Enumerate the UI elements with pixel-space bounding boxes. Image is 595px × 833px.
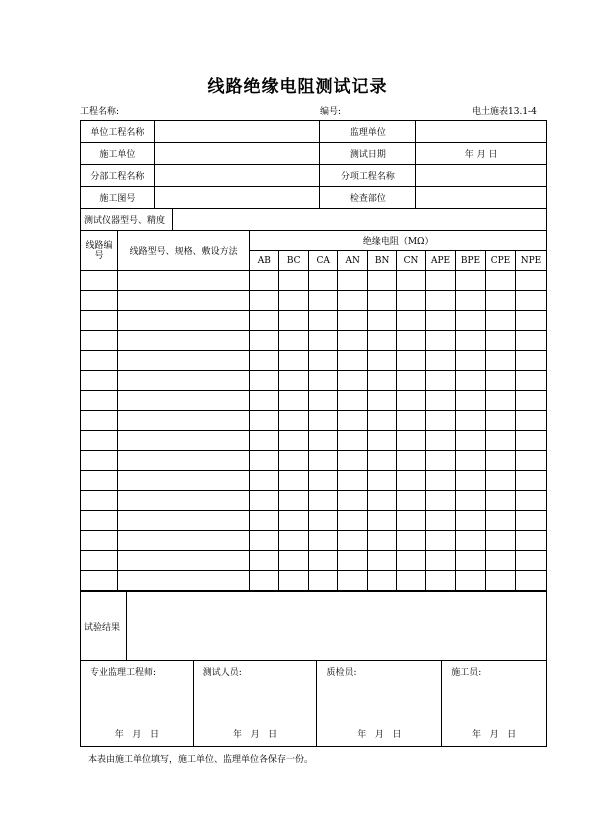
table-cell[interactable] — [485, 431, 515, 451]
signature-role: 测试人员: — [202, 668, 242, 678]
table-cell[interactable] — [338, 431, 368, 451]
table-cell[interactable] — [279, 271, 309, 291]
table-cell[interactable] — [515, 431, 546, 451]
table-cell[interactable] — [117, 551, 249, 571]
table-cell[interactable] — [117, 351, 249, 371]
table-cell[interactable] — [397, 311, 426, 331]
table-cell[interactable] — [309, 431, 338, 451]
signature-date: 年 月 日 — [114, 730, 159, 740]
table-cell[interactable] — [485, 451, 515, 471]
table-cell[interactable] — [515, 511, 546, 531]
resistance-column-header: NPE — [515, 251, 546, 271]
table-cell[interactable] — [338, 391, 368, 411]
signature-role: 质检员: — [326, 668, 357, 678]
signature-table — [80, 660, 547, 747]
table-row — [81, 351, 547, 371]
table-cell[interactable] — [426, 531, 456, 551]
table-cell[interactable] — [397, 411, 426, 431]
table-cell[interactable] — [279, 291, 309, 311]
table-cell[interactable] — [117, 391, 249, 411]
table-cell[interactable] — [426, 291, 456, 311]
table-cell[interactable] — [117, 471, 249, 491]
table-cell[interactable] — [515, 491, 546, 511]
signature-cell[interactable] — [193, 661, 317, 747]
table-cell[interactable] — [485, 351, 515, 371]
table-cell[interactable] — [368, 271, 397, 291]
table-cell[interactable] — [279, 431, 309, 451]
table-cell[interactable] — [309, 531, 338, 551]
table-cell[interactable] — [485, 411, 515, 431]
table-cell[interactable] — [279, 351, 309, 371]
table-row — [81, 551, 547, 571]
signature-cell[interactable] — [442, 661, 547, 747]
table-cell[interactable] — [250, 271, 279, 291]
resistance-column-header: BC — [279, 251, 309, 271]
table-cell[interactable] — [426, 271, 456, 291]
supervision-unit-field[interactable] — [416, 121, 547, 143]
table-cell[interactable] — [250, 431, 279, 451]
table-cell[interactable] — [117, 311, 249, 331]
table-cell[interactable] — [368, 571, 397, 591]
result-table — [80, 591, 547, 661]
table-row — [81, 311, 547, 331]
table-cell[interactable] — [368, 311, 397, 331]
table-cell[interactable] — [117, 571, 249, 591]
table-cell[interactable] — [309, 471, 338, 491]
table-cell[interactable] — [81, 531, 118, 551]
table-cell[interactable] — [456, 311, 486, 331]
table-cell[interactable] — [279, 391, 309, 411]
table-cell[interactable] — [456, 271, 486, 291]
table-cell[interactable] — [279, 371, 309, 391]
table-cell[interactable] — [368, 451, 397, 471]
signature-date: 年 月 日 — [357, 730, 402, 740]
drawing-no-field[interactable] — [154, 187, 320, 209]
table-cell[interactable] — [397, 291, 426, 311]
table-cell[interactable] — [368, 331, 397, 351]
table-cell[interactable] — [456, 351, 486, 371]
table-cell[interactable] — [368, 531, 397, 551]
table-cell[interactable] — [81, 511, 118, 531]
table-cell[interactable] — [485, 571, 515, 591]
table-cell[interactable] — [426, 511, 456, 531]
table-cell[interactable] — [279, 411, 309, 431]
table-cell[interactable] — [81, 551, 118, 571]
table-cell[interactable] — [338, 351, 368, 371]
table-cell[interactable] — [456, 371, 486, 391]
table-cell[interactable] — [338, 551, 368, 571]
table-cell[interactable] — [309, 451, 338, 471]
table-row — [81, 411, 547, 431]
table-cell[interactable] — [485, 331, 515, 351]
inspection-location-label: 检查部位 — [320, 187, 416, 209]
table-cell[interactable] — [368, 511, 397, 531]
table-cell[interactable] — [338, 471, 368, 491]
table-cell[interactable] — [338, 311, 368, 331]
table-cell[interactable] — [117, 531, 249, 551]
table-cell[interactable] — [456, 571, 486, 591]
inspection-location-field[interactable] — [416, 187, 547, 209]
result-label: 试验结果 — [81, 592, 127, 661]
table-cell[interactable] — [515, 351, 546, 371]
table-cell[interactable] — [309, 311, 338, 331]
signature-cell[interactable] — [317, 661, 442, 747]
form-code: 电土施表13.1-4 — [472, 107, 537, 117]
table-row — [81, 391, 547, 411]
table-cell[interactable] — [368, 491, 397, 511]
table-cell[interactable] — [515, 471, 546, 491]
table-cell[interactable] — [338, 271, 368, 291]
table-cell[interactable] — [485, 291, 515, 311]
table-cell[interactable] — [397, 451, 426, 471]
table-cell[interactable] — [426, 331, 456, 351]
table-cell[interactable] — [117, 511, 249, 531]
table-cell[interactable] — [338, 491, 368, 511]
table-cell[interactable] — [250, 511, 279, 531]
table-cell[interactable] — [456, 431, 486, 451]
instrument-table — [80, 208, 547, 231]
table-cell[interactable] — [309, 491, 338, 511]
table-cell[interactable] — [397, 351, 426, 371]
page-title: 线路绝缘电阻测试记录 — [207, 77, 388, 97]
table-cell[interactable] — [397, 531, 426, 551]
table-cell[interactable] — [515, 411, 546, 431]
table-cell[interactable] — [279, 471, 309, 491]
table-cell[interactable] — [456, 471, 486, 491]
table-row — [81, 431, 547, 451]
table-cell[interactable] — [426, 351, 456, 371]
table-cell[interactable] — [81, 431, 118, 451]
table-cell[interactable] — [309, 331, 338, 351]
table-cell[interactable] — [485, 511, 515, 531]
table-cell[interactable] — [515, 531, 546, 551]
table-cell[interactable] — [81, 271, 118, 291]
table-cell[interactable] — [515, 391, 546, 411]
table-cell[interactable] — [338, 371, 368, 391]
table-cell[interactable] — [338, 571, 368, 591]
construction-unit-label: 施工单位 — [81, 143, 155, 165]
item-project-name-label: 分项工程名称 — [320, 165, 416, 187]
signature-cell[interactable] — [81, 661, 194, 747]
table-cell[interactable] — [117, 271, 249, 291]
table-cell[interactable] — [250, 571, 279, 591]
table-cell[interactable] — [456, 391, 486, 411]
table-cell[interactable] — [309, 391, 338, 411]
table-cell[interactable] — [250, 371, 279, 391]
table-cell[interactable] — [279, 531, 309, 551]
table-cell[interactable] — [368, 431, 397, 451]
table-cell[interactable] — [426, 391, 456, 411]
table-cell[interactable] — [117, 451, 249, 471]
table-cell[interactable] — [485, 271, 515, 291]
resistance-column-header: BN — [368, 251, 397, 271]
table-cell[interactable] — [338, 291, 368, 311]
table-cell[interactable] — [250, 491, 279, 511]
table-cell[interactable] — [515, 311, 546, 331]
table-cell[interactable] — [250, 451, 279, 471]
instrument-field[interactable] — [172, 209, 546, 231]
signature-date: 年 月 日 — [472, 730, 517, 740]
supervision-unit-label: 监理单位 — [320, 121, 416, 143]
table-cell[interactable] — [309, 351, 338, 371]
table-cell[interactable] — [81, 331, 118, 351]
table-cell[interactable] — [426, 491, 456, 511]
table-cell[interactable] — [117, 331, 249, 351]
table-cell[interactable] — [81, 471, 118, 491]
unit-project-name-label: 单位工程名称 — [81, 121, 155, 143]
table-cell[interactable] — [485, 491, 515, 511]
table-cell[interactable] — [279, 331, 309, 351]
table-cell[interactable] — [515, 331, 546, 351]
table-cell[interactable] — [397, 471, 426, 491]
table-row — [81, 491, 547, 511]
table-cell[interactable] — [309, 551, 338, 571]
table-cell[interactable] — [338, 531, 368, 551]
table-cell[interactable] — [81, 491, 118, 511]
table-row — [81, 471, 547, 491]
table-cell[interactable] — [279, 451, 309, 471]
table-cell[interactable] — [279, 311, 309, 331]
table-cell[interactable] — [456, 331, 486, 351]
table-cell[interactable] — [81, 451, 118, 471]
instrument-label: 测试仪器型号、精度 — [81, 209, 173, 231]
table-cell[interactable] — [309, 291, 338, 311]
table-cell[interactable] — [426, 551, 456, 571]
table-row — [81, 571, 547, 591]
table-cell[interactable] — [397, 371, 426, 391]
table-cell[interactable] — [279, 551, 309, 571]
table-row — [81, 531, 547, 551]
table-cell[interactable] — [368, 471, 397, 491]
table-cell[interactable] — [117, 491, 249, 511]
table-cell[interactable] — [250, 391, 279, 411]
table-cell[interactable] — [397, 571, 426, 591]
table-cell[interactable] — [250, 331, 279, 351]
table-cell[interactable] — [456, 451, 486, 471]
sub-project-name-label: 分部工程名称 — [81, 165, 155, 187]
resistance-column-header: AB — [250, 251, 279, 271]
table-cell[interactable] — [485, 531, 515, 551]
table-cell[interactable] — [250, 411, 279, 431]
signature-role: 施工员: — [451, 668, 482, 678]
table-cell[interactable] — [81, 411, 118, 431]
table-row — [81, 451, 547, 471]
table-cell[interactable] — [515, 371, 546, 391]
table-cell[interactable] — [279, 571, 309, 591]
table-cell[interactable] — [456, 291, 486, 311]
table-cell[interactable] — [117, 431, 249, 451]
table-cell[interactable] — [515, 551, 546, 571]
signature-role: 专业监理工程师: — [90, 668, 157, 678]
resistance-column-header: CA — [309, 251, 338, 271]
table-cell[interactable] — [309, 371, 338, 391]
table-cell[interactable] — [515, 571, 546, 591]
footer-note: 本表由施工单位填写，施工单位、监理单位各保存一份。 — [88, 755, 314, 765]
table-cell[interactable] — [485, 391, 515, 411]
table-cell[interactable] — [368, 351, 397, 371]
table-cell[interactable] — [368, 411, 397, 431]
table-cell[interactable] — [117, 411, 249, 431]
table-cell[interactable] — [279, 491, 309, 511]
table-cell[interactable] — [250, 551, 279, 571]
table-cell[interactable] — [397, 391, 426, 411]
resistance-column-header: AN — [338, 251, 368, 271]
table-cell[interactable] — [309, 411, 338, 431]
resistance-column-header: APE — [426, 251, 456, 271]
table-cell[interactable] — [426, 411, 456, 431]
table-cell[interactable] — [338, 451, 368, 471]
table-cell[interactable] — [397, 331, 426, 351]
table-cell[interactable] — [309, 271, 338, 291]
table-cell[interactable] — [397, 551, 426, 571]
table-cell[interactable] — [485, 471, 515, 491]
table-cell[interactable] — [250, 531, 279, 551]
test-date-field[interactable]: 年 月 日 — [416, 143, 547, 165]
table-row — [81, 371, 547, 391]
table-cell[interactable] — [515, 451, 546, 471]
table-cell[interactable] — [515, 271, 546, 291]
table-cell[interactable] — [397, 271, 426, 291]
resistance-column-header: CN — [397, 251, 426, 271]
table-cell[interactable] — [426, 471, 456, 491]
table-cell[interactable] — [485, 311, 515, 331]
table-cell[interactable] — [368, 291, 397, 311]
info-table — [80, 120, 547, 209]
table-cell[interactable] — [250, 351, 279, 371]
table-cell[interactable] — [426, 571, 456, 591]
table-cell[interactable] — [368, 551, 397, 571]
unit-project-name-field[interactable] — [154, 121, 320, 143]
signature-date: 年 月 日 — [233, 730, 278, 740]
line-type-header: 线路型号、规格、敷设方法 — [117, 231, 249, 271]
table-cell[interactable] — [456, 411, 486, 431]
table-cell[interactable] — [338, 411, 368, 431]
table-cell[interactable] — [81, 291, 118, 311]
table-cell[interactable] — [309, 511, 338, 531]
table-cell[interactable] — [426, 311, 456, 331]
table-cell[interactable] — [81, 351, 118, 371]
table-row — [81, 271, 547, 291]
table-cell[interactable] — [426, 451, 456, 471]
construction-unit-field[interactable] — [154, 143, 320, 165]
table-cell[interactable] — [426, 371, 456, 391]
table-cell[interactable] — [397, 491, 426, 511]
table-cell[interactable] — [250, 311, 279, 331]
item-project-name-field[interactable] — [416, 165, 547, 187]
circuit-no-header: 线路编号 — [81, 231, 118, 271]
number-label: 编号: — [320, 107, 342, 117]
table-cell[interactable] — [456, 491, 486, 511]
insulation-resistance-header: 绝缘电阻（MΩ） — [250, 231, 547, 251]
table-row — [81, 291, 547, 311]
measurement-table — [80, 230, 547, 591]
test-date-label: 测试日期 — [320, 143, 416, 165]
table-cell[interactable] — [456, 531, 486, 551]
table-cell[interactable] — [81, 391, 118, 411]
table-cell[interactable] — [81, 371, 118, 391]
table-cell[interactable] — [250, 471, 279, 491]
table-cell[interactable] — [368, 371, 397, 391]
table-cell[interactable] — [397, 511, 426, 531]
resistance-column-header: CPE — [485, 251, 515, 271]
table-row — [81, 511, 547, 531]
table-cell[interactable] — [338, 511, 368, 531]
table-cell[interactable] — [485, 371, 515, 391]
resistance-column-header: BPE — [456, 251, 486, 271]
table-cell[interactable] — [338, 331, 368, 351]
table-cell[interactable] — [456, 551, 486, 571]
table-cell[interactable] — [485, 551, 515, 571]
table-cell[interactable] — [81, 571, 118, 591]
table-row — [81, 331, 547, 351]
table-cell[interactable] — [456, 511, 486, 531]
table-cell[interactable] — [309, 571, 338, 591]
table-cell[interactable] — [426, 431, 456, 451]
table-cell[interactable] — [397, 431, 426, 451]
table-cell[interactable] — [368, 391, 397, 411]
table-cell[interactable] — [250, 291, 279, 311]
project-name-label: 工程名称: — [80, 107, 120, 117]
table-cell[interactable] — [515, 291, 546, 311]
result-field[interactable] — [126, 592, 546, 661]
table-cell[interactable] — [81, 311, 118, 331]
table-cell[interactable] — [279, 511, 309, 531]
sub-project-name-field[interactable] — [154, 165, 320, 187]
table-cell[interactable] — [117, 291, 249, 311]
table-cell[interactable] — [117, 371, 249, 391]
drawing-no-label: 施工图号 — [81, 187, 155, 209]
